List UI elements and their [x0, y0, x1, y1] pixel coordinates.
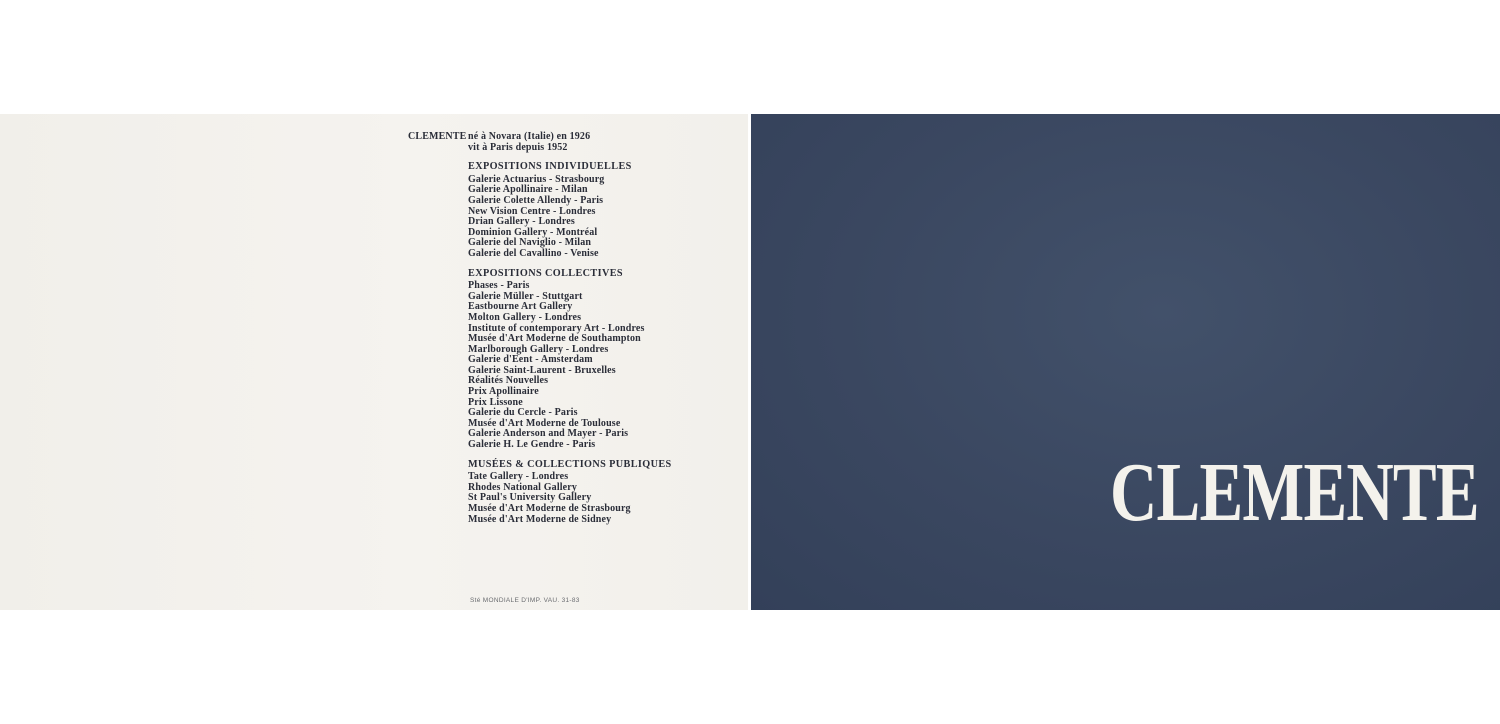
exhibition-item: Musée d'Art Moderne de Strasbourg	[468, 503, 631, 514]
exhibition-item: Prix Lissone	[468, 396, 523, 408]
section-title: EXPOSITIONS INDIVIDUELLES	[468, 161, 632, 173]
left-page	[0, 114, 748, 610]
exhibition-item: Galerie Saint-Laurent - Bruxelles	[468, 364, 616, 376]
exhibition-item: Musée d'Art Moderne de Southampton	[468, 333, 641, 345]
exhibition-item: Galerie du Cercle - Paris	[468, 407, 578, 419]
section-title: MUSÉES & COLLECTIONS PUBLIQUES	[468, 458, 672, 470]
exhibition-item: Galerie Müller - Stuttgart	[468, 290, 583, 302]
exhibition-item: Réalités Nouvelles	[468, 375, 549, 387]
exhibition-item: Galerie Apollinaire - Milan	[468, 184, 588, 196]
cover-title: CLEMENTE	[1110, 446, 1479, 539]
exhibition-item: Galerie del Naviglio - Milan	[468, 237, 592, 249]
exhibition-item: St Paul's University Gallery	[468, 492, 592, 504]
exhibition-item: Eastbourne Art Gallery	[468, 301, 573, 313]
exhibition-item: Musée d'Art Moderne de Toulouse	[468, 417, 621, 429]
section-0	[468, 162, 672, 259]
exhibition-item: Musée d'Art Moderne de Sidney	[468, 513, 612, 525]
exhibition-item: Dominion Gallery - Montréal	[468, 226, 598, 238]
exhibition-item: Prix Apollinaire	[468, 386, 539, 398]
artist-name: CLEMENTE	[408, 131, 467, 142]
exhibition-item: Tate Gallery - Londres	[468, 471, 569, 483]
biography-column	[408, 132, 672, 525]
exhibition-item: Galerie Anderson and Mayer - Paris	[468, 428, 629, 440]
exhibition-item: Galerie del Cavallino - Venise	[468, 247, 599, 259]
section-1	[468, 269, 672, 451]
exhibition-item: Galerie Colette Allendy - Paris	[468, 194, 604, 206]
exhibition-item: Drian Gallery - Londres	[468, 216, 575, 228]
exhibition-item: Molton Gallery - Londres	[468, 311, 582, 323]
exhibition-item: Galerie Actuarius - Strasbourg	[468, 173, 605, 185]
exhibition-item: Marlborough Gallery - Londres	[468, 343, 609, 355]
residence-line: vit à Paris depuis 1952	[468, 141, 568, 153]
artist-intro	[408, 132, 672, 153]
exhibition-item: Phases - Paris	[468, 280, 530, 292]
exhibition-item: Galerie d'Eent - Amsterdam	[468, 354, 593, 366]
exhibition-item: Institute of contemporary Art - Londres	[468, 322, 645, 334]
exhibition-item: New Vision Centre - Londres	[468, 205, 596, 217]
section-2	[468, 460, 672, 526]
section-title: EXPOSITIONS COLLECTIVES	[468, 267, 623, 279]
exhibition-item: Rhodes National Gallery	[468, 481, 578, 493]
birth-line: né à Novara (Italie) en 1926	[468, 131, 591, 142]
exhibition-item: Galerie H. Le Gendre - Paris	[468, 439, 596, 451]
printer-imprint: Sté MONDIALE D'IMP. VAU. 31-83	[470, 597, 580, 604]
